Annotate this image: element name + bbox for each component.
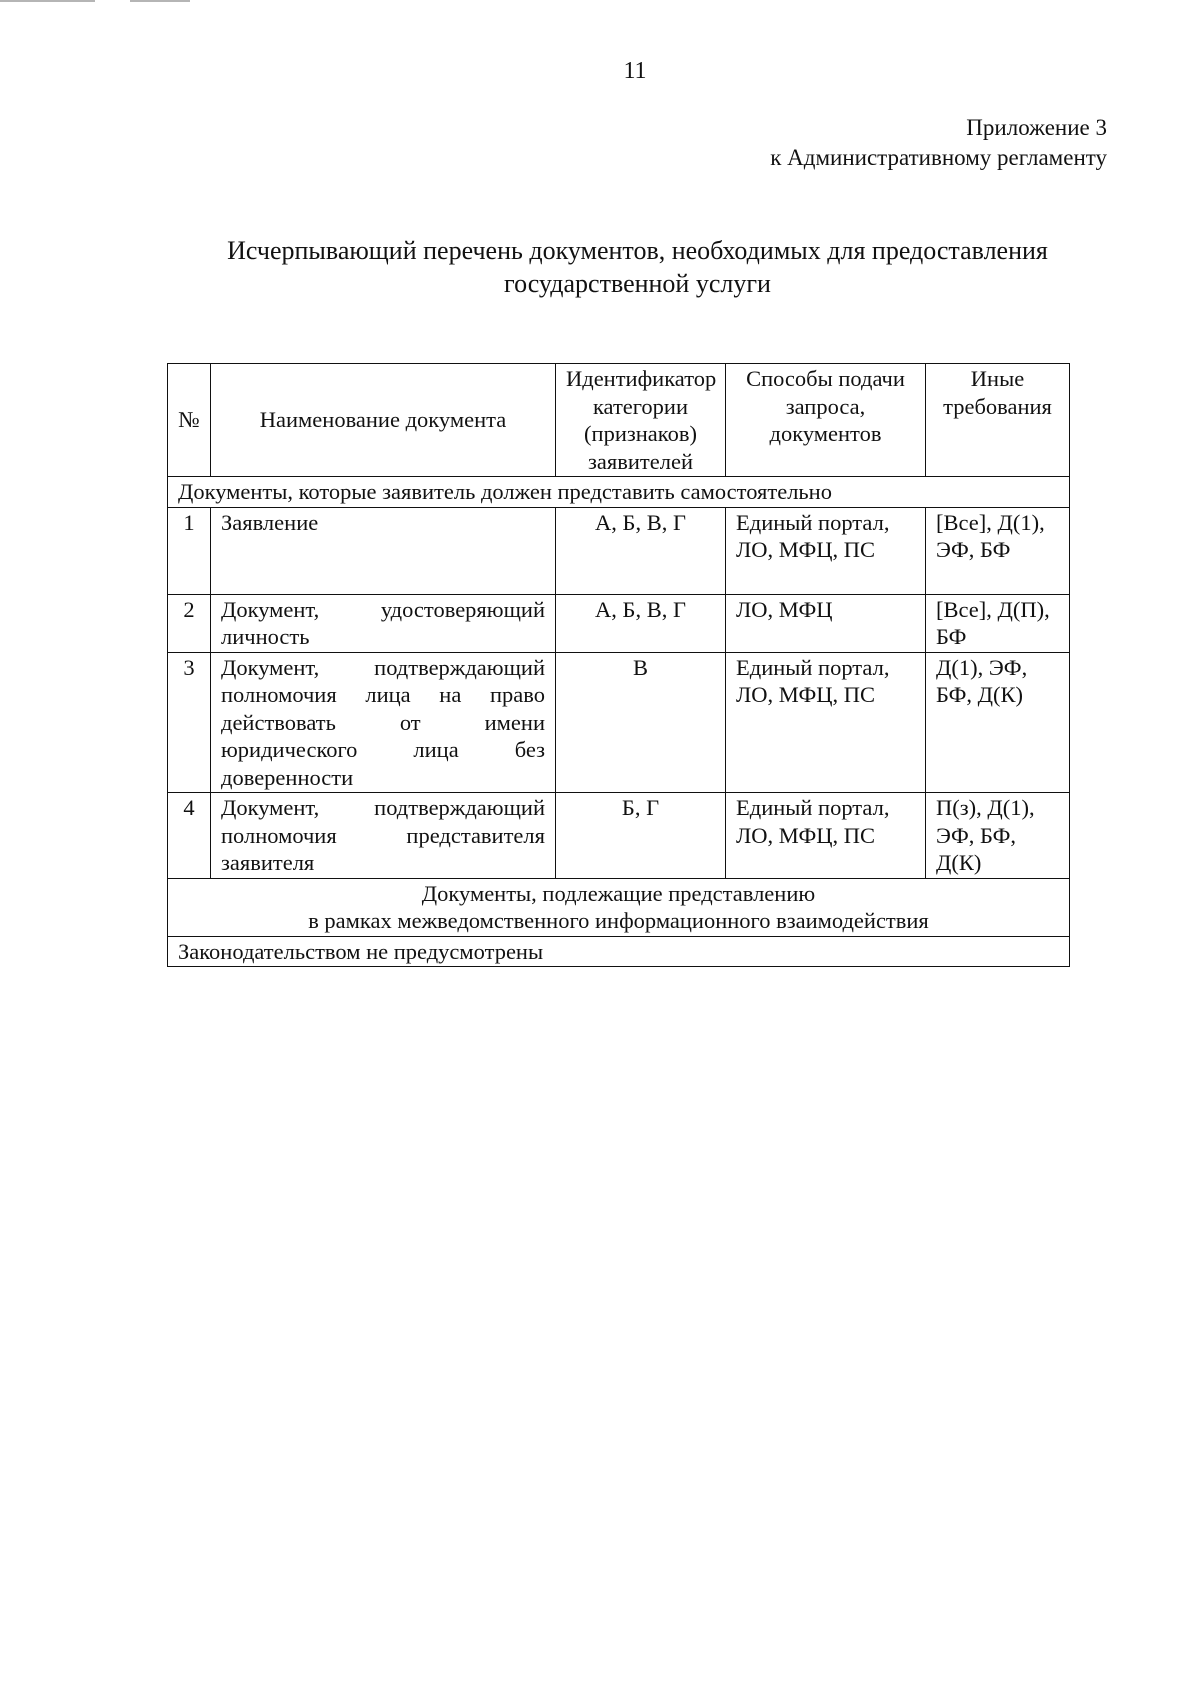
row-applicant-category: А, Б, В, Г — [556, 594, 726, 652]
header-submission-methods: Способы подачи запроса, документов — [726, 364, 926, 477]
header-number: № — [168, 364, 211, 477]
row-other-requirements: П(з), Д(1), ЭФ, БФ, Д(К) — [926, 793, 1070, 879]
header-other-requirements: Иные требования — [926, 364, 1070, 477]
table-row — [168, 793, 1070, 879]
row-submission-methods: Единый портал, ЛО, МФЦ, ПС — [726, 652, 926, 793]
row-number: 4 — [168, 793, 211, 879]
document-title — [150, 234, 1125, 300]
appendix-reference — [770, 113, 1107, 173]
documents-table — [167, 363, 1070, 967]
row-other-requirements: [Все], Д(1), ЭФ, БФ — [926, 507, 1070, 594]
row-submission-methods: Единый портал, ЛО, МФЦ, ПС — [726, 507, 926, 594]
scan-edge-mark — [0, 0, 95, 2]
document-title-line-1: Исчерпывающий перечень документов, необходимых для предоставления — [227, 236, 1048, 265]
scan-edge-mark — [130, 0, 190, 2]
section-row-self-submitted — [168, 477, 1070, 508]
row-document-name: Заявление — [211, 507, 556, 594]
section-interagency-line-2: в рамках межведомственного информационного взаимодействия — [308, 908, 929, 933]
section-self-submitted: Документы, которые заявитель должен представить самостоятельно — [168, 477, 1070, 508]
table-row — [168, 594, 1070, 652]
section-interagency — [168, 878, 1070, 936]
row-number: 1 — [168, 507, 211, 594]
section-not-required: Законодательством не предусмотрены — [168, 936, 1070, 967]
table-header-row — [168, 364, 1070, 477]
appendix-line-1: Приложение 3 — [966, 115, 1107, 140]
header-applicant-category: Идентификатор категории (признаков) заявителей — [556, 364, 726, 477]
row-number: 2 — [168, 594, 211, 652]
document-title-line-2: государственной услуги — [504, 269, 771, 298]
row-other-requirements: [Все], Д(П), БФ — [926, 594, 1070, 652]
header-document-name: Наименование документа — [211, 364, 556, 477]
page-number: 11 — [623, 58, 647, 84]
row-submission-methods: ЛО, МФЦ — [726, 594, 926, 652]
row-submission-methods: Единый портал, ЛО, МФЦ, ПС — [726, 793, 926, 879]
row-applicant-category: А, Б, В, Г — [556, 507, 726, 594]
row-number: 3 — [168, 652, 211, 793]
table-row — [168, 652, 1070, 793]
row-document-name: Документ, подтверждающий полномочия лица на право действовать от имени юридического лица без доверенности — [211, 652, 556, 793]
table-row — [168, 507, 1070, 594]
row-applicant-category: В — [556, 652, 726, 793]
section-row-interagency — [168, 878, 1070, 936]
section-interagency-line-1: Документы, подлежащие представлению — [421, 880, 816, 906]
row-applicant-category: Б, Г — [556, 793, 726, 879]
row-other-requirements: Д(1), ЭФ, БФ, Д(К) — [926, 652, 1070, 793]
row-document-name: Документ, подтверждающий полномочия представителя заявителя — [211, 793, 556, 879]
appendix-line-2: к Административному регламенту — [770, 145, 1107, 170]
section-row-not-required — [168, 936, 1070, 967]
row-document-name: Документ, удостоверяющий личность — [211, 594, 556, 652]
